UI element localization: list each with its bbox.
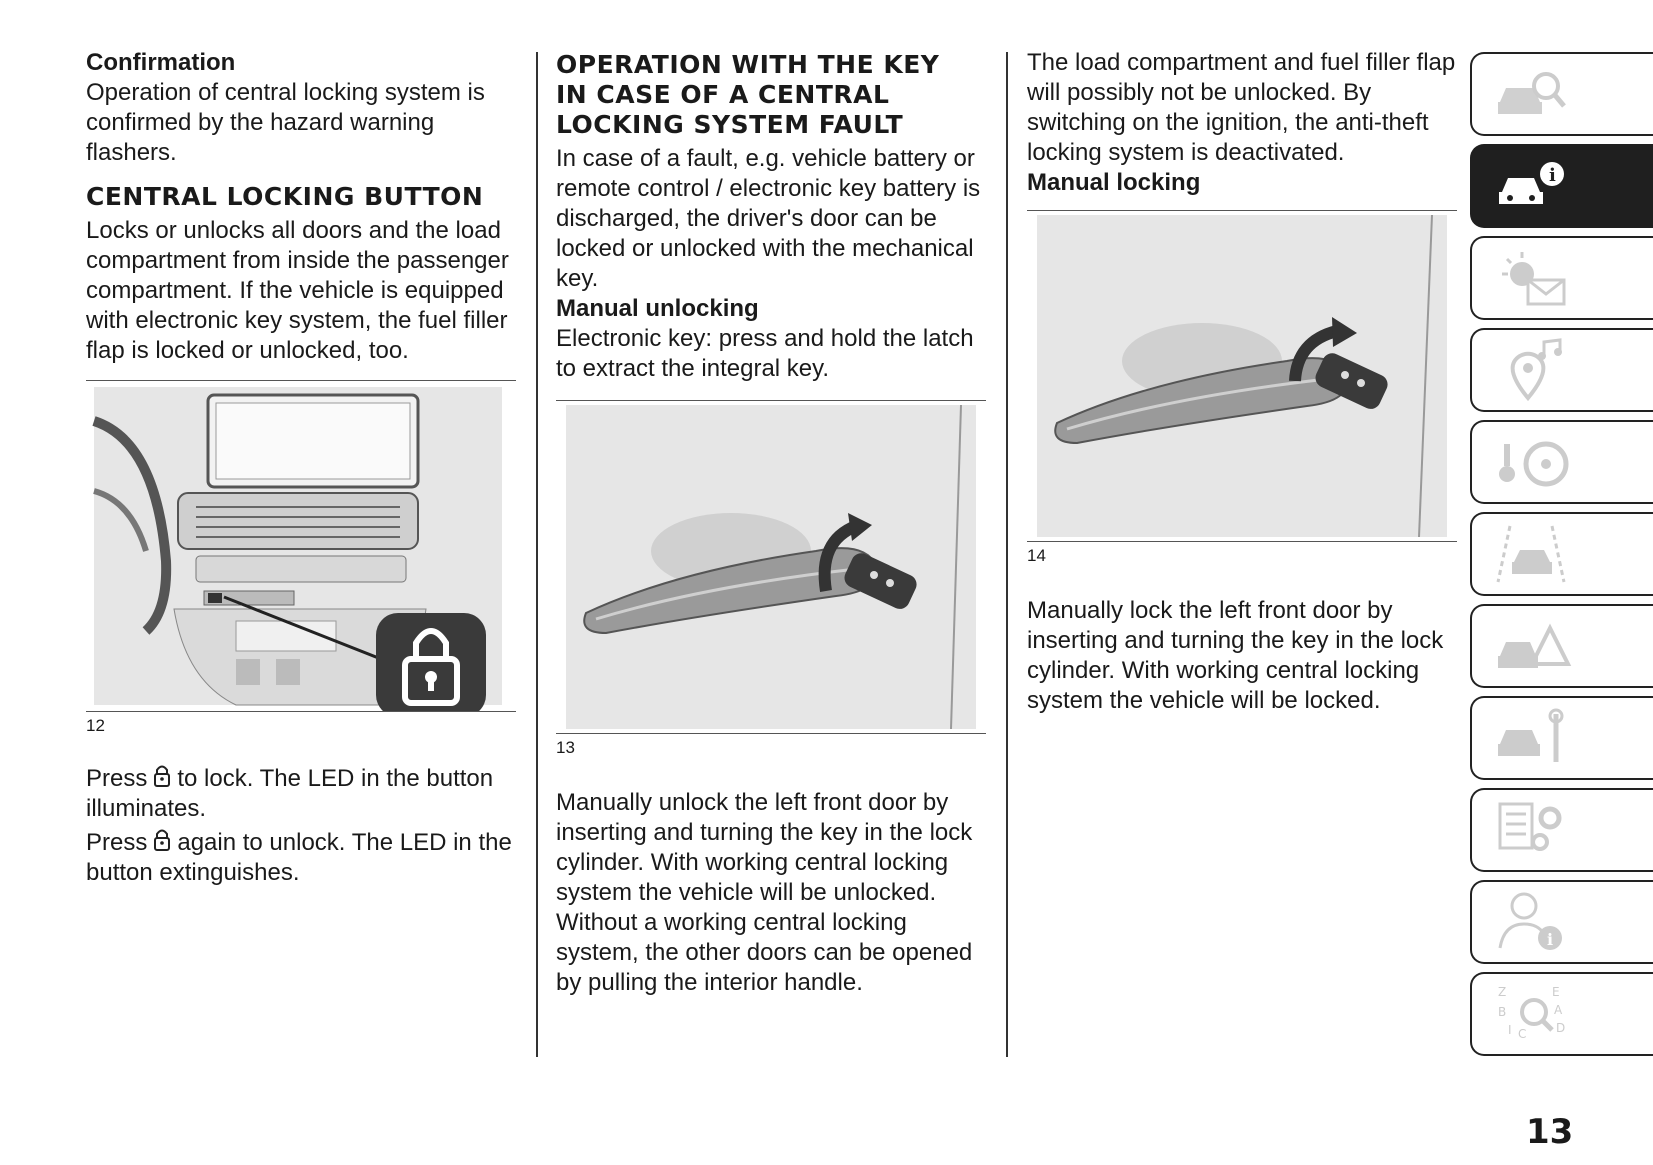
tab-lane-assist[interactable] xyxy=(1470,512,1653,596)
load-compartment-text: The load compartment and fuel filler flap will possibly not be unlocked. By switching on the ignition, the anti-theft locking system is deactivated. xyxy=(1027,49,1456,166)
car-maintenance-icon xyxy=(1494,706,1574,770)
warning-light-message-icon xyxy=(1494,246,1574,310)
manual-unlock-instructions: Manually unlock the left front door by inserting and turning the key in the lock cylinder. With working central locking system the vehicle will be unlocked. Without a working central locking system, the other doors can be opened by pulling the interior handle. xyxy=(556,789,973,996)
svg-text:B: B xyxy=(1498,1005,1507,1019)
multimedia-navigation-icon xyxy=(1494,338,1574,402)
confirmation-text: Operation of central locking system is confirmed by the hazard warning flashers. xyxy=(86,79,485,166)
tab-technical-data[interactable] xyxy=(1470,788,1653,872)
door-handle-unlock-illustration xyxy=(556,401,986,733)
tab-alphabetical-index[interactable] xyxy=(1470,972,1653,1056)
svg-text:I: I xyxy=(1508,1023,1512,1037)
lock-button-icon xyxy=(153,764,171,788)
tab-maintenance[interactable] xyxy=(1470,696,1653,780)
starting-driving-icon xyxy=(1494,430,1574,494)
tab-person-info[interactable] xyxy=(1470,880,1653,964)
car-info-icon xyxy=(1494,154,1574,218)
figure-lock-handle xyxy=(1027,210,1457,542)
tab-car-search[interactable] xyxy=(1470,52,1653,136)
press-to-unlock-rest: again to unlock. The LED in the button extinguishes. xyxy=(86,829,512,886)
car-search-icon xyxy=(1494,62,1574,126)
key-operation-heading: OPERATION WITH THE KEY IN CASE OF A CENTRAL LOCKING SYSTEM FAULT xyxy=(556,50,940,139)
tab-warning-lights[interactable] xyxy=(1470,236,1653,320)
manual-locking-title: Manual locking xyxy=(1027,169,1201,196)
figure-12-number: 12 xyxy=(86,716,105,735)
svg-text:i: i xyxy=(1549,165,1556,186)
manual-unlocking-title: Manual unlocking xyxy=(556,295,759,322)
column-divider-1 xyxy=(536,52,538,1057)
car-emergency-icon xyxy=(1494,614,1574,678)
door-handle-lock-illustration xyxy=(1027,211,1457,541)
svg-text:Z: Z xyxy=(1498,985,1507,999)
column-2 xyxy=(556,48,988,998)
figure-13-number: 13 xyxy=(556,738,575,757)
confirmation-title: Confirmation xyxy=(86,49,236,76)
central-locking-button-text: Locks or unlocks all doors and the load compartment from inside the passenger compartment. If the vehicle is equipped with electronic key system, the fuel filler flap is locked or unlocked, too. xyxy=(86,217,509,364)
svg-text:E: E xyxy=(1552,985,1560,999)
press-to-lock-text xyxy=(86,764,516,824)
fault-intro-text: In case of a fault, e.g. vehicle battery or remote control / electronic key battery is discharged, the driver's door can be locked or unlocked with the mechanical key. xyxy=(556,145,981,292)
alphabetical-index-icon xyxy=(1494,982,1574,1046)
column-3 xyxy=(1027,48,1457,716)
svg-text:A: A xyxy=(1554,1003,1563,1017)
technical-data-icon xyxy=(1494,798,1574,862)
column-1 xyxy=(86,48,516,888)
lock-button-icon xyxy=(153,828,171,852)
svg-text:D: D xyxy=(1556,1021,1566,1035)
column-divider-2 xyxy=(1006,52,1008,1057)
svg-text:i: i xyxy=(1547,930,1554,949)
figure-unlock-handle xyxy=(556,400,986,734)
press-label: Press xyxy=(86,765,148,792)
page-number: 13 xyxy=(1526,1112,1574,1152)
manual-unlocking-text: Electronic key: press and hold the latch to extract the integral key. xyxy=(556,325,974,382)
figure-14-number: 14 xyxy=(1027,546,1046,565)
press-label: Press xyxy=(86,829,148,856)
tab-starting-driving[interactable] xyxy=(1470,420,1653,504)
tab-car-info[interactable] xyxy=(1470,144,1653,228)
press-to-unlock-text xyxy=(86,828,516,888)
central-locking-button-heading: CENTRAL LOCKING BUTTON xyxy=(86,182,484,211)
tab-emergency[interactable] xyxy=(1470,604,1653,688)
press-to-lock-rest: to lock. The LED in the button illuminates. xyxy=(86,765,494,822)
dashboard-illustration xyxy=(86,381,516,711)
car-lane-icon xyxy=(1494,522,1574,586)
person-info-icon xyxy=(1494,890,1574,954)
manual-lock-instructions: Manually lock the left front door by inserting and turning the key in the lock cylinder. With working central locking system the vehicle will be locked. xyxy=(1027,597,1444,714)
tab-multimedia[interactable] xyxy=(1470,328,1653,412)
svg-text:C: C xyxy=(1518,1027,1527,1041)
figure-dashboard xyxy=(86,380,516,712)
